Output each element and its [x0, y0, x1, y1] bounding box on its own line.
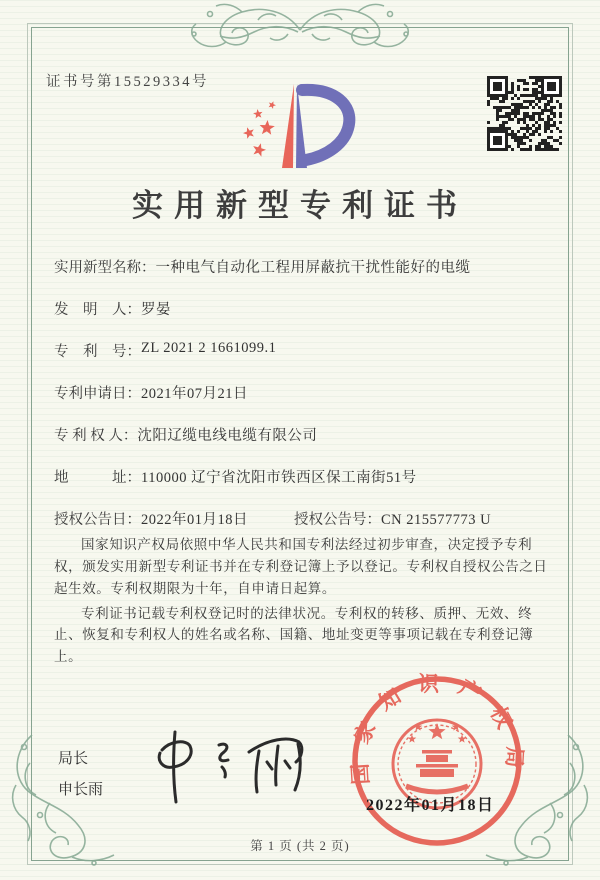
field-row-utility-model-name — [54, 256, 548, 277]
official-seal — [342, 666, 532, 856]
qr-code — [487, 76, 562, 151]
signer-title: 局长 — [58, 750, 89, 767]
field-label: 专 利 号： — [54, 344, 141, 360]
legal-paragraph-1: 国家知识产权局依照中华人民共和国专利法经过初步审查，决定授予专利权，颁发实用新型专利证书并在专利登记簿上予以登记。专利权自授权公告之日起生效。专利权期限为十年，自申请日起算。 — [54, 537, 548, 596]
director-signature — [118, 722, 323, 817]
logo-spire-red — [282, 84, 294, 168]
seal-date: 2022年01月18日 — [366, 797, 495, 814]
certificate-fields — [54, 256, 548, 539]
page-number: 第 1 页 (共 2 页) — [250, 839, 350, 853]
field-row-patent-number — [54, 340, 548, 361]
field-row-inventor — [54, 298, 548, 319]
cnipa-logo — [236, 78, 366, 173]
seal-text: 国家知识产权局 — [347, 671, 527, 786]
field-row-application-date — [54, 382, 548, 403]
grant-number-label: 授权公告号： — [294, 512, 381, 528]
top-flourish-ornament — [170, 0, 430, 52]
grant-number-cell — [294, 508, 491, 529]
field-label: 实用新型名称： — [54, 260, 156, 276]
field-row-address — [54, 466, 548, 487]
field-label: 专 利 权 人： — [54, 428, 138, 444]
grant-date-label: 授权公告日： — [54, 512, 141, 528]
legal-paragraphs — [54, 534, 548, 671]
field-value: 沈阳辽缆电线电缆有限公司 — [137, 428, 318, 444]
grant-date-cell — [54, 508, 248, 529]
field-value: 一种电气自动化工程用屏蔽抗干扰性能好的电缆 — [155, 260, 471, 276]
certificate-title: 实用新型专利证书 — [132, 188, 468, 223]
certificate-number: 证书号第15529334号 — [46, 74, 209, 90]
signer-name: 申长雨 — [58, 780, 104, 798]
field-value: ZL 2021 2 1661099.1 — [141, 340, 277, 356]
field-value: 2021年07月21日 — [141, 386, 248, 402]
grant-number-value: CN 215577773 U — [381, 512, 492, 528]
field-label: 地 址： — [54, 470, 141, 486]
legal-paragraph-2: 专利证书记载专利权登记时的法律状况。专利权的转移、质押、无效、终止、恢复和专利权人的姓名或名称、国籍、地址变更等事项记载在专利登记簿上。 — [54, 605, 534, 665]
logo-p-bowl — [302, 90, 349, 160]
field-value: 110000 辽宁省沈阳市铁西区保工南街51号 — [141, 470, 417, 486]
field-row-patentee — [54, 424, 548, 445]
field-value: 罗晏 — [141, 302, 171, 318]
field-label: 发 明 人： — [54, 302, 141, 318]
field-label: 专利申请日： — [54, 386, 141, 402]
grant-row — [54, 508, 548, 529]
grant-date-value: 2022年01月18日 — [141, 512, 248, 528]
signer-block — [58, 744, 103, 806]
